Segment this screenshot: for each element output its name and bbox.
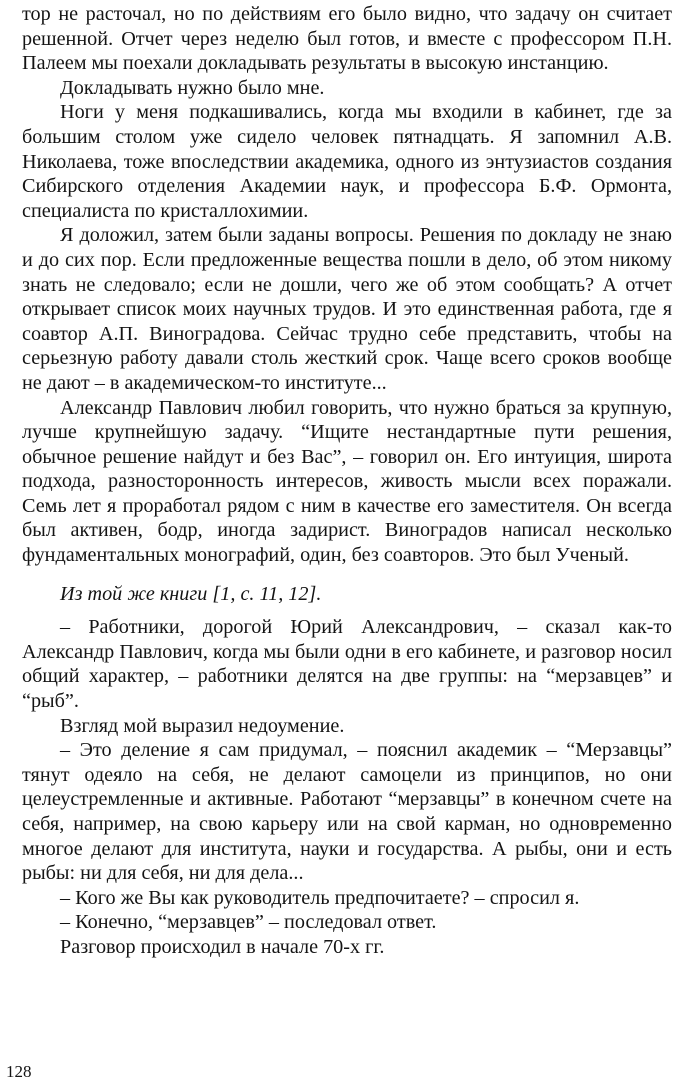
book-page	[22, 2, 672, 960]
dialogue-workers: – Работники, дорогой Юрий Александрович, – сказал как-то Александр Павлович, когда мы были одни в его кабинете, и разговор носил общий характер, – работники делятся на две группы: на “мерзавцев” и “рыб”.	[22, 616, 672, 713]
dialogue-answer: – Конечно, “мерзавцев” – последовал ответ.	[60, 911, 437, 934]
paragraph-report-duty: Докладывать нужно было мне.	[60, 76, 325, 99]
dialogue-question: – Кого же Вы как руководитель предпочитаете? – спросил я.	[60, 886, 580, 909]
paragraph-vinogradov-portrait: Александр Павлович любил говорить, что нужно браться за крупную, лучше крупнейшую задачу. “Ищите нестандартные пути решения, обычное решение найдут и без Вас”, – говорил он. Его интуиция, широта подхода, разносторонность интересов, живость мысли всех поражали. Семь лет я проработал рядом с ним в качестве его заместителя. Он всегда был активен, бодр, иногда задирист. Виноградов написал несколько фундаментальных монографий, один, без соавторов. Это был Ученый.	[22, 396, 672, 567]
closing-remark: Разговор происходил в начале 70-х гг.	[60, 935, 385, 958]
dialogue-explanation: – Это деление я сам придумал, – пояснил академик – “Мерзавцы” тянут одеяло на себя, не делают самоцели из принципов, но они целеустремленные и активные. Работают “мерзавцы” в конечном счете на себя, например, на свою карьеру или на свой карман, но одновременно многое делают для института, науки и государства. А рыбы, они и есть рыбы: ни для себя, ни для дела...	[22, 739, 672, 885]
page-number: 128	[6, 1062, 32, 1081]
paragraph-continuation: тор не расточал, но по действиям его было видно, что задачу он считает решенной. Отчет через неделю был готов, и вместе с профессором П.Н. Палеем мы поехали докладывать результаты в высокую инстанцию.	[22, 3, 672, 75]
paragraph-office-meeting: Ноги у меня подкашивались, когда мы входили в кабинет, где за большим столом уже сидело человек пятнадцать. Я запомнил А.В. Николаева, тоже впоследствии академика, одного из энтузиастов создания Сибирского отделения Академии наук, и профессора Б.Ф. Ормонта, специалиста по кристаллохимии.	[22, 101, 672, 222]
source-citation: Из той же книги [1, с. 11, 12].	[60, 582, 322, 605]
paragraph-report-outcome: Я доложил, затем были заданы вопросы. Решения по докладу не знаю и до сих пор. Если предложенные вещества пошли в дело, об этом никому знать не следовало; если не дошли, чего же об этом сообщать? А отчет открывает список моих научных трудов. И это единственная работа, где я соавтор А.П. Виноградова. Сейчас трудно себе представить, чтобы на серьезную работу давали столь жесткий срок. Чаще всего сроков вообще не дают – в академическом-то институте...	[22, 224, 672, 394]
dialogue-puzzlement: Взгляд мой выразил недоумение.	[60, 714, 345, 737]
